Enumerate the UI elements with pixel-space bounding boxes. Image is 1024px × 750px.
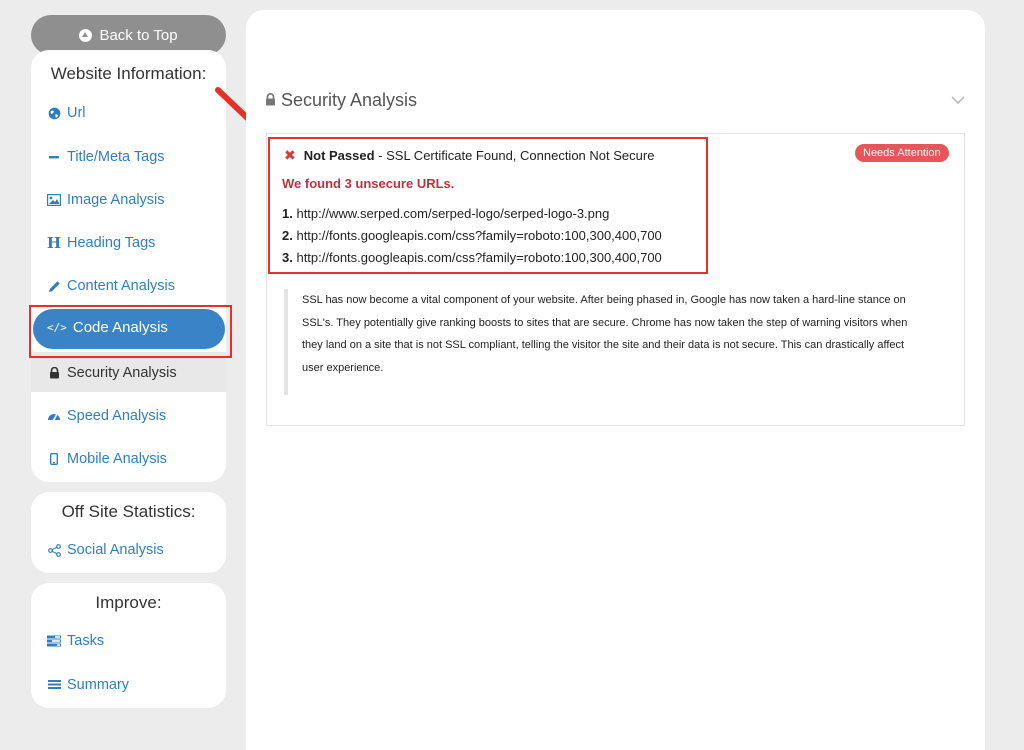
- image-icon: [47, 193, 61, 207]
- sidebar-item-content-analysis[interactable]: [47, 276, 175, 296]
- sidebar-item-label: Url: [67, 105, 86, 121]
- website-info-title: Website Information:: [50, 64, 207, 83]
- sidebar-item-label: Tasks: [67, 633, 105, 649]
- code-icon: </>: [47, 321, 67, 334]
- improve-title: Improve:: [95, 593, 162, 612]
- back-to-top-label: Back to Top: [99, 26, 178, 44]
- status-badge: Needs Attention: [855, 144, 949, 162]
- sidebar-item-label: Image Analysis: [67, 192, 165, 208]
- ssl-description: [284, 289, 924, 395]
- status-line: [284, 147, 654, 164]
- sidebar-item-label: Security Analysis: [67, 365, 177, 381]
- url-text: http://fonts.googleapis.com/css?family=roboto:100,300,400,700: [296, 250, 662, 265]
- sidebar-item-label: Social Analysis: [67, 542, 164, 558]
- sidebar-item-social-analysis[interactable]: [47, 540, 164, 560]
- heading-icon: H: [46, 234, 62, 252]
- sidebar-item-title-meta-tags[interactable]: [47, 147, 165, 167]
- sidebar-item-label: Summary: [67, 677, 130, 693]
- sidebar-item-security-analysis[interactable]: [47, 363, 177, 383]
- dashboard-icon: [47, 409, 61, 423]
- minus-icon: [47, 150, 61, 164]
- lock-icon: [265, 90, 276, 111]
- list-item: 2. http://fonts.googleapis.com/css?family=roboto:100,300,400,700: [282, 228, 662, 243]
- sidebar-item-tasks[interactable]: [47, 631, 104, 651]
- sidebar-item-speed-analysis[interactable]: [47, 406, 166, 426]
- annotation-highlight-box: [29, 305, 232, 358]
- description-text: SSL has now become a vital component of your website. After being phased in, Google has now taken a hard-line stance on SSL's. They potentially give ranking boosts to sites that are secure. Chrome has now taken the step of warning visitors when they land on a site that is not SSL compliant, telling the visitor the site and their data is not secure. This can drastically affect user experience.: [302, 294, 908, 374]
- section-header[interactable]: [265, 90, 417, 111]
- list-icon: [47, 678, 61, 692]
- sidebar-item-label: Code Analysis: [72, 319, 168, 336]
- sidebar-item-image-analysis[interactable]: [47, 190, 165, 210]
- sidebar-item-heading-tags[interactable]: [47, 233, 155, 253]
- status-detail: - SSL Certificate Found, Connection Not Secure: [374, 148, 655, 163]
- sidebar-item-mobile-analysis[interactable]: [47, 449, 167, 469]
- list-item: 1. http://www.serped.com/serped-logo/serped-logo-3.png: [282, 206, 610, 221]
- sidebar-item-label: Heading Tags: [67, 235, 156, 251]
- off-site-title: Off Site Statistics:: [61, 502, 196, 521]
- sidebar-item-label: Title/Meta Tags: [67, 149, 165, 165]
- status-label: Not Passed: [303, 148, 375, 163]
- lock-icon: [47, 366, 61, 380]
- section-title: Security Analysis: [281, 90, 418, 110]
- arrow-up-circle-icon: [79, 29, 92, 42]
- unsecure-url-list: [282, 203, 662, 269]
- off-site-panel: [31, 492, 226, 573]
- sidebar-item-label: Speed Analysis: [67, 408, 167, 424]
- fail-x-icon: ✖: [284, 147, 296, 163]
- globe-icon: [47, 106, 61, 120]
- url-text: http://fonts.googleapis.com/css?family=roboto:100,300,400,700: [296, 228, 662, 243]
- pencil-icon: [47, 279, 61, 293]
- chevron-down-icon[interactable]: [951, 95, 965, 105]
- tasks-icon: [47, 634, 61, 648]
- list-item: 3. http://fonts.googleapis.com/css?family=roboto:100,300,400,700: [282, 250, 662, 265]
- sidebar-item-label: Mobile Analysis: [67, 451, 167, 467]
- unsecure-count-text: We found 3 unsecure URLs.: [282, 176, 455, 191]
- mobile-icon: [47, 452, 61, 466]
- share-icon: [47, 543, 61, 557]
- sidebar-item-url[interactable]: [47, 103, 86, 123]
- back-to-top-button[interactable]: [31, 15, 226, 55]
- sidebar-item-summary[interactable]: [47, 675, 129, 695]
- sidebar-item-label: Content Analysis: [67, 278, 176, 294]
- url-text: http://www.serped.com/serped-logo/serped-logo-3.png: [296, 206, 610, 221]
